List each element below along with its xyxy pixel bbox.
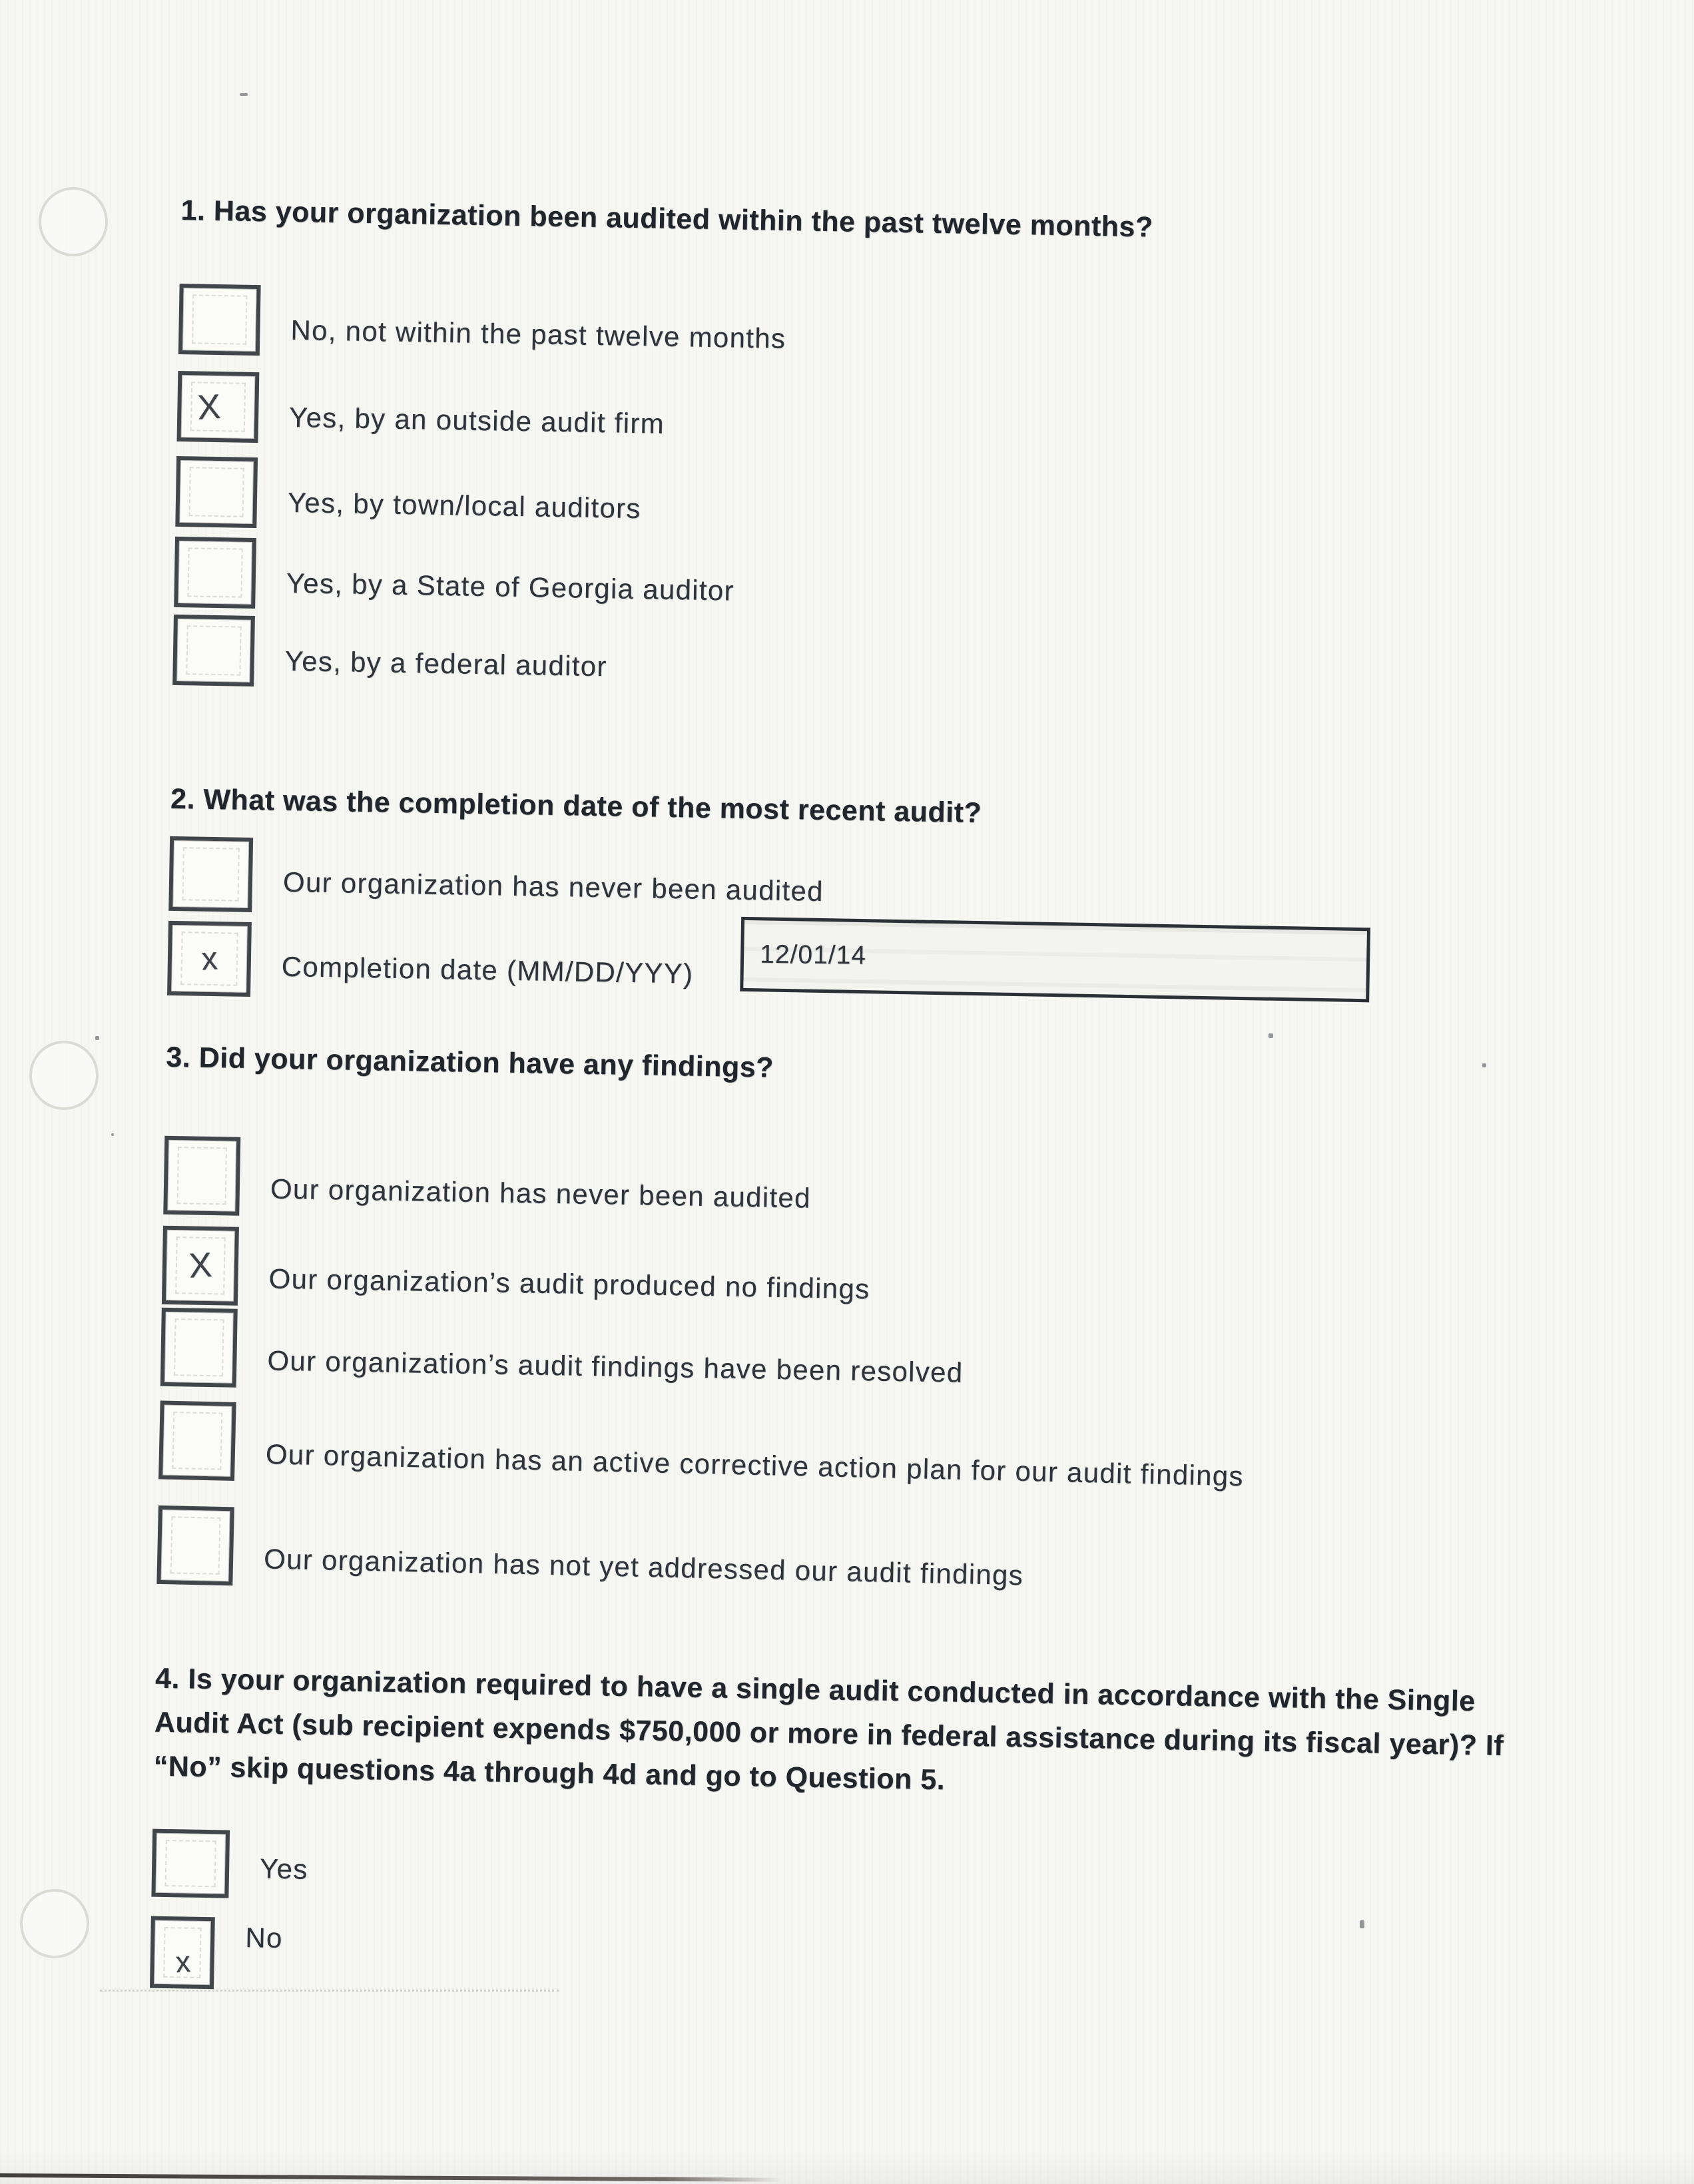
checkbox-q1-town-local-auditors[interactable] <box>175 456 258 528</box>
completion-date-field[interactable] <box>740 917 1370 1002</box>
checkbox-mark: x <box>200 940 218 977</box>
question-2-heading <box>170 783 982 830</box>
checkbox-mark <box>162 1404 233 1478</box>
hole-punch <box>39 187 108 256</box>
question-text: What was the completion date of the most recent audit? <box>203 783 982 830</box>
checkbox-mark <box>160 1509 231 1583</box>
checkbox-q4-yes[interactable] <box>151 1829 230 1898</box>
checkbox-mark <box>172 839 250 910</box>
option-row <box>158 1400 1245 1503</box>
option-row <box>160 1308 964 1400</box>
checkbox-q1-federal-auditor[interactable] <box>172 615 255 686</box>
option-row <box>150 1916 283 1990</box>
option-row <box>151 1829 308 1900</box>
hole-punch <box>20 1889 89 1958</box>
checkbox-mark: x <box>174 1945 191 1979</box>
option-row <box>178 284 787 365</box>
option-row <box>162 1226 871 1317</box>
option-label: Yes, by a federal auditor <box>284 645 608 682</box>
checkbox-mark <box>181 286 258 353</box>
option-row <box>174 537 735 617</box>
form-content <box>147 194 1552 2149</box>
checkbox-q3-never-audited[interactable] <box>163 1136 240 1216</box>
question-text: Is your organization required to have a single audit conducted in accordance with the Single Audit Act (sub recipient expends $750,000 or more in federal assistance during its fiscal year)? If “No” skip questions 4a through 4d and go to Question 5. <box>153 1663 1504 1796</box>
option-row <box>168 836 824 922</box>
option-row <box>163 1136 812 1226</box>
option-label: Our organization has never been audited <box>282 866 824 907</box>
checkbox-mark <box>154 1832 227 1895</box>
option-row <box>172 615 608 692</box>
option-label: No, not within the past twelve months <box>290 314 786 354</box>
scan-speck <box>111 1133 114 1136</box>
checkbox-q4-no[interactable] <box>150 1916 215 1990</box>
question-number: 4. <box>154 1662 180 1695</box>
question-number: 1. <box>180 194 206 227</box>
checkbox-q3-no-findings[interactable] <box>162 1226 239 1306</box>
checkbox-mark <box>176 617 252 684</box>
question-text: Has your organization been audited within the past twelve months? <box>213 194 1154 244</box>
checkbox-q1-state-of-georgia-auditor[interactable] <box>174 537 256 609</box>
option-label: Our organization’s audit produced no findings <box>268 1262 870 1305</box>
hole-punch <box>29 1041 99 1110</box>
question-3-heading <box>166 1041 774 1085</box>
question-number: 2. <box>170 782 196 816</box>
scan-speck <box>240 93 248 96</box>
checkbox-q1-outside-audit-firm[interactable] <box>177 371 260 443</box>
completion-date-value: 12/01/14 <box>759 940 866 970</box>
checkbox-mark: X <box>196 387 222 427</box>
option-label: Completion date (MM/DD/YYY) <box>281 950 694 989</box>
option-label: Our organization has an active corrective action plan for our audit findings <box>265 1438 1245 1492</box>
checkbox-mark: X <box>188 1245 213 1286</box>
checkbox-q2-never-audited[interactable] <box>168 836 253 912</box>
checkbox-q1-no-not-audited[interactable] <box>178 284 261 356</box>
checkbox-mark <box>177 539 254 606</box>
scan-speck <box>95 1036 99 1040</box>
checkbox-mark <box>163 1310 234 1384</box>
question-number: 3. <box>165 1041 191 1074</box>
option-row <box>156 1505 1024 1603</box>
question-1-heading <box>180 194 1153 244</box>
question-text: Did your organization have any findings? <box>198 1041 774 1084</box>
option-row <box>177 371 666 450</box>
checkbox-q3-corrective-action-plan[interactable] <box>158 1400 236 1481</box>
option-label: Our organization has not yet addressed our audit findings <box>263 1543 1024 1591</box>
option-label: Our organization’s audit findings have been resolved <box>267 1344 964 1388</box>
checkbox-q3-findings-resolved[interactable] <box>160 1308 238 1388</box>
checkbox-mark <box>178 459 255 525</box>
checkbox-mark <box>166 1139 238 1213</box>
option-label: Yes <box>259 1852 308 1885</box>
option-label: Yes, by an outside audit firm <box>288 401 665 439</box>
option-row <box>167 921 1370 1016</box>
checkbox-q2-completion-date[interactable] <box>167 921 252 997</box>
option-label: Yes, by a State of Georgia auditor <box>286 567 735 607</box>
checkbox-q3-not-yet-addressed[interactable] <box>156 1505 234 1585</box>
option-label: Yes, by town/local auditors <box>287 486 642 525</box>
question-4-heading <box>153 1657 1507 1812</box>
option-label: Our organization has never been audited <box>270 1173 812 1214</box>
option-row <box>175 456 642 535</box>
option-label: No <box>244 1922 284 1954</box>
